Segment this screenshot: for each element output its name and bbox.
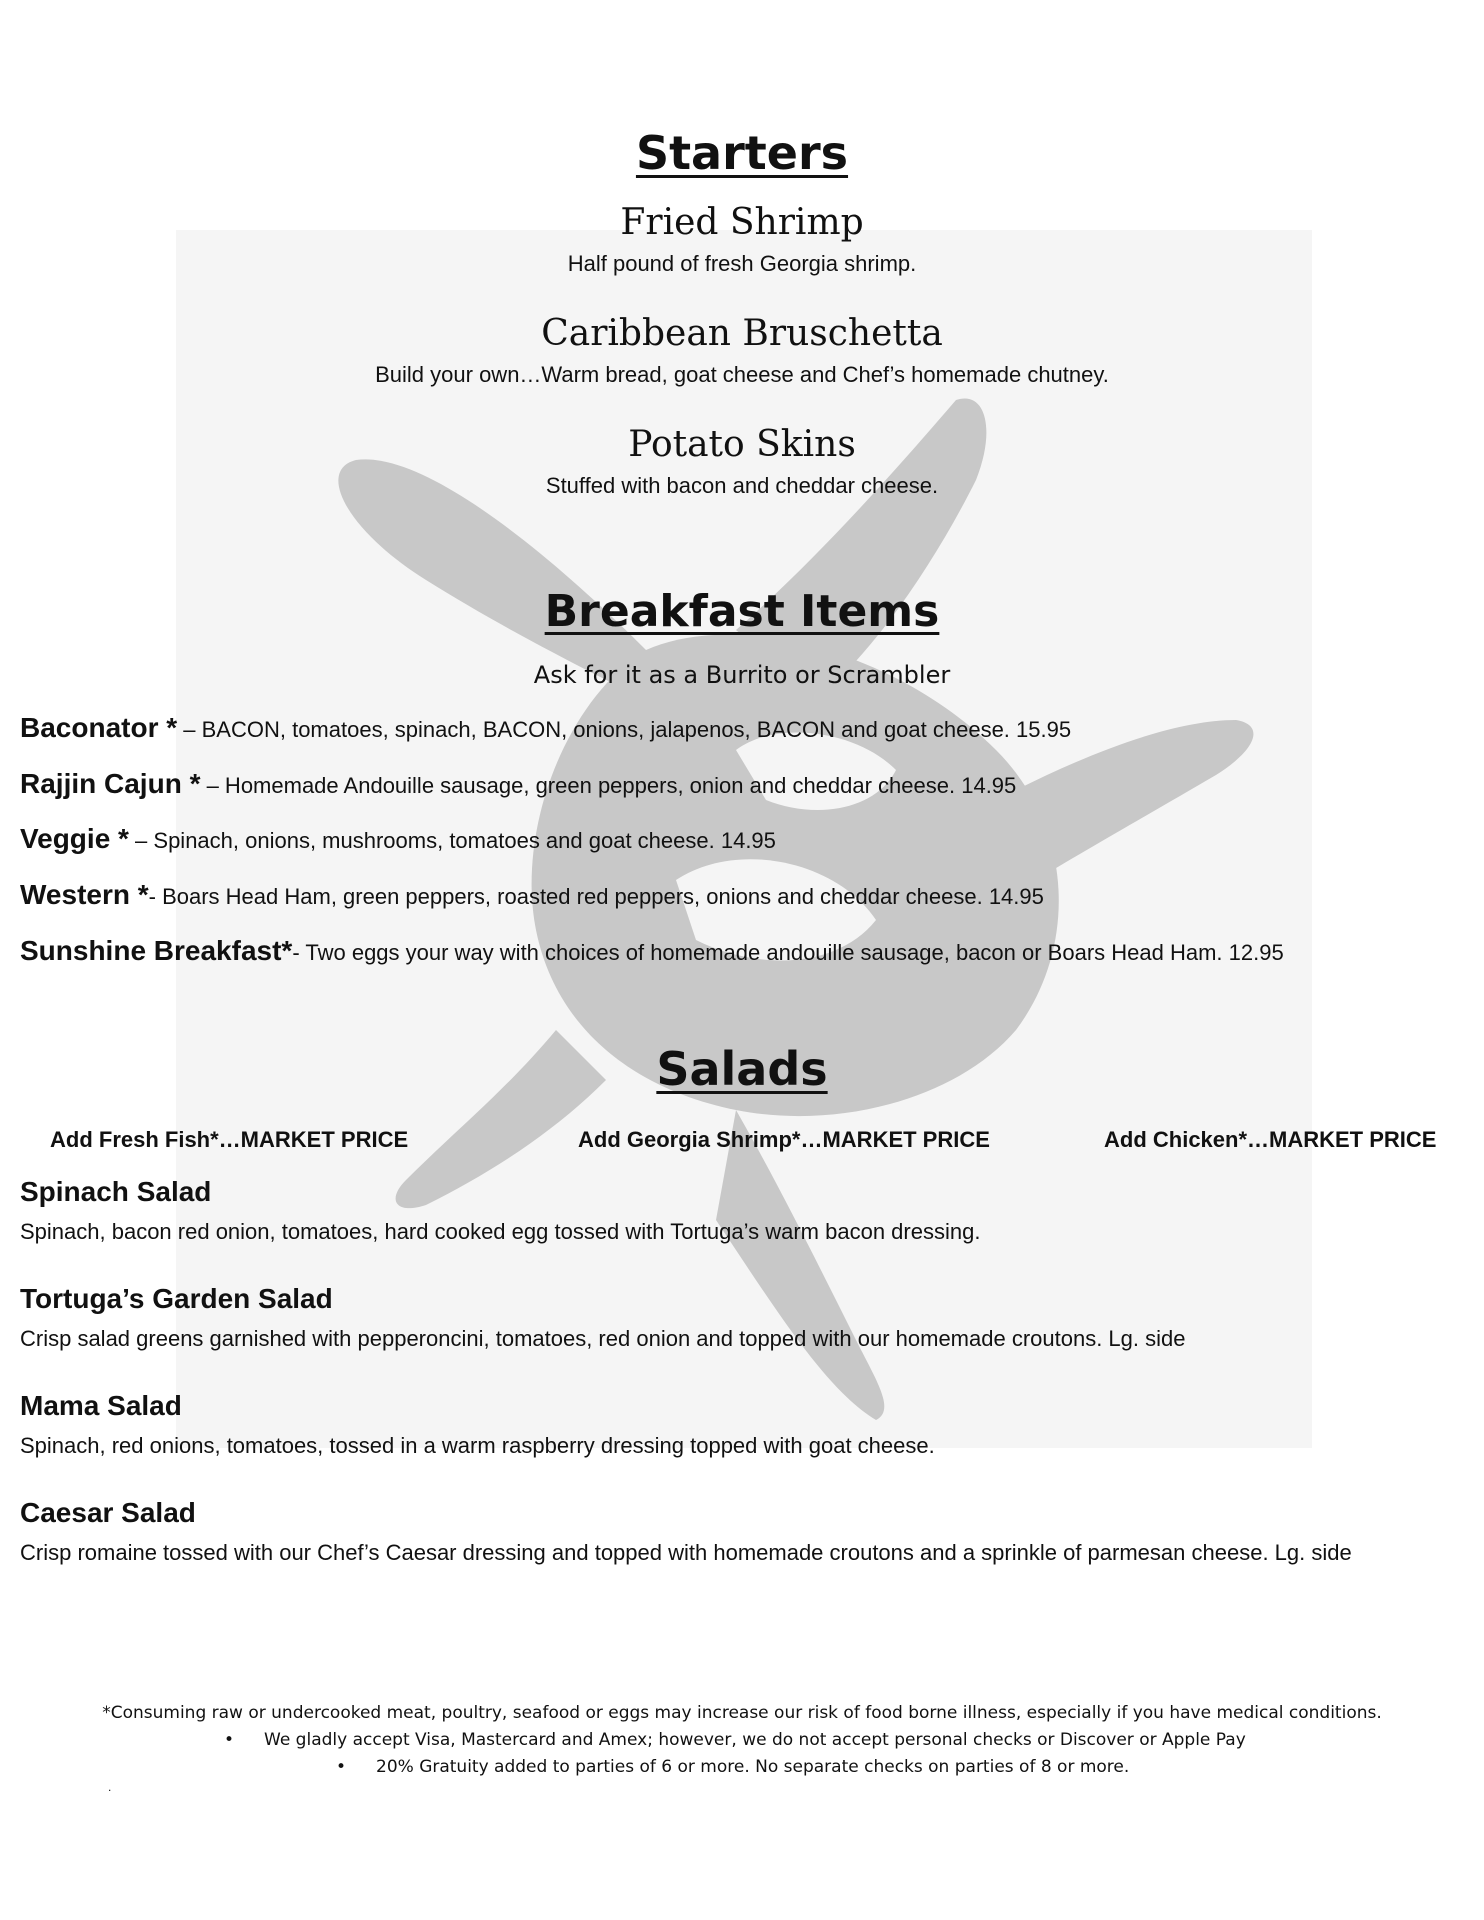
footer-warning: *Consuming raw or undercooked meat, poultry, seafood or eggs may increase our risk of food borne illness, especially if you have medical conditions. [102, 1703, 1382, 1723]
breakfast-item-desc: – BACON, tomatoes, spinach, BACON, onions, jalapenos, BACON and goat cheese. 15.95 [177, 717, 1072, 742]
footer-bullet-payment [224, 1730, 1246, 1750]
salads-heading: Salads [656, 1042, 828, 1096]
salad-desc-spinach: Spinach, bacon red onion, tomatoes, hard cooked egg tossed with Tortuga’s warm bacon dressing. [20, 1219, 981, 1244]
salad-desc-mama: Spinach, red onions, tomatoes, tossed in a warm raspberry dressing topped with goat cheese. [20, 1433, 935, 1458]
starter-title-potato-skins: Potato Skins [628, 424, 856, 465]
starter-desc-potato-skins: Stuffed with bacon and cheddar cheese. [545, 473, 939, 498]
salad-name-mama: Mama Salad [20, 1390, 182, 1421]
addon-chicken: Add Chicken*…MARKET PRICE [1104, 1127, 1437, 1152]
footer-bullet-gratuity [336, 1757, 1129, 1777]
breakfast-item-desc: – Homemade Andouille sausage, green peppers, onion and cheddar cheese. 14.95 [200, 773, 1017, 798]
breakfast-subtitle: Ask for it as a Burrito or Scrambler [533, 661, 951, 689]
stray-mark: . [108, 1780, 112, 1794]
breakfast-item-desc: - Boars Head Ham, green peppers, roasted red peppers, onions and cheddar cheese. 14.95 [148, 884, 1044, 909]
breakfast-item-name: Veggie * [20, 823, 129, 854]
salad-name-tortugas-garden: Tortuga’s Garden Salad [20, 1283, 333, 1314]
footer-bullet-text: 20% Gratuity added to parties of 6 or more. No separate checks on parties of 8 or more. [376, 1757, 1130, 1777]
salad-name-spinach: Spinach Salad [20, 1176, 212, 1207]
breakfast-item-baconator [20, 712, 1460, 744]
starters-heading: Starters [635, 126, 849, 180]
breakfast-heading: Breakfast Items [544, 586, 940, 637]
salad-name-caesar: Caesar Salad [20, 1497, 196, 1528]
starter-title-caribbean-bruschetta: Caribbean Bruschetta [541, 313, 943, 354]
salad-desc-tortugas-garden: Crisp salad greens garnished with pepperoncini, tomatoes, red onion and topped with our homemade croutons. Lg. side [20, 1326, 1186, 1351]
breakfast-item-rajjin-cajun [20, 768, 1460, 800]
breakfast-item-western [20, 879, 1460, 911]
breakfast-item-name: Western * [20, 879, 149, 910]
starter-desc-caribbean-bruschetta: Build your own…Warm bread, goat cheese and Chef’s homemade chutney. [375, 362, 1109, 387]
breakfast-item-name: Rajjin Cajun * [20, 768, 201, 799]
breakfast-item-desc: - Two eggs your way with choices of homemade andouille sausage, bacon or Boars Head Ham. 12.95 [292, 940, 1284, 965]
footer-bullet-text: We gladly accept Visa, Mastercard and Amex; however, we do not accept personal checks or Discover or Apple Pay [264, 1730, 1246, 1750]
starter-desc-fried-shrimp: Half pound of fresh Georgia shrimp. [567, 251, 917, 276]
salad-desc-caesar: Crisp romaine tossed with our Chef’s Caesar dressing and topped with homemade croutons and a sprinkle of parmesan cheese. Lg. side [20, 1540, 1352, 1565]
bullet-icon: • [336, 1757, 347, 1777]
breakfast-item-name: Sunshine Breakfast* [20, 935, 293, 966]
breakfast-item-sunshine-breakfast [20, 935, 1460, 967]
breakfast-item-name: Baconator * [20, 712, 178, 743]
starter-title-fried-shrimp: Fried Shrimp [620, 202, 864, 243]
addon-fresh-fish: Add Fresh Fish*…MARKET PRICE [50, 1127, 409, 1152]
breakfast-item-veggie [20, 823, 1460, 855]
bullet-icon: • [224, 1730, 235, 1750]
addon-georgia-shrimp: Add Georgia Shrimp*…MARKET PRICE [578, 1127, 990, 1152]
breakfast-item-desc: – Spinach, onions, mushrooms, tomatoes and goat cheese. 14.95 [128, 828, 776, 853]
